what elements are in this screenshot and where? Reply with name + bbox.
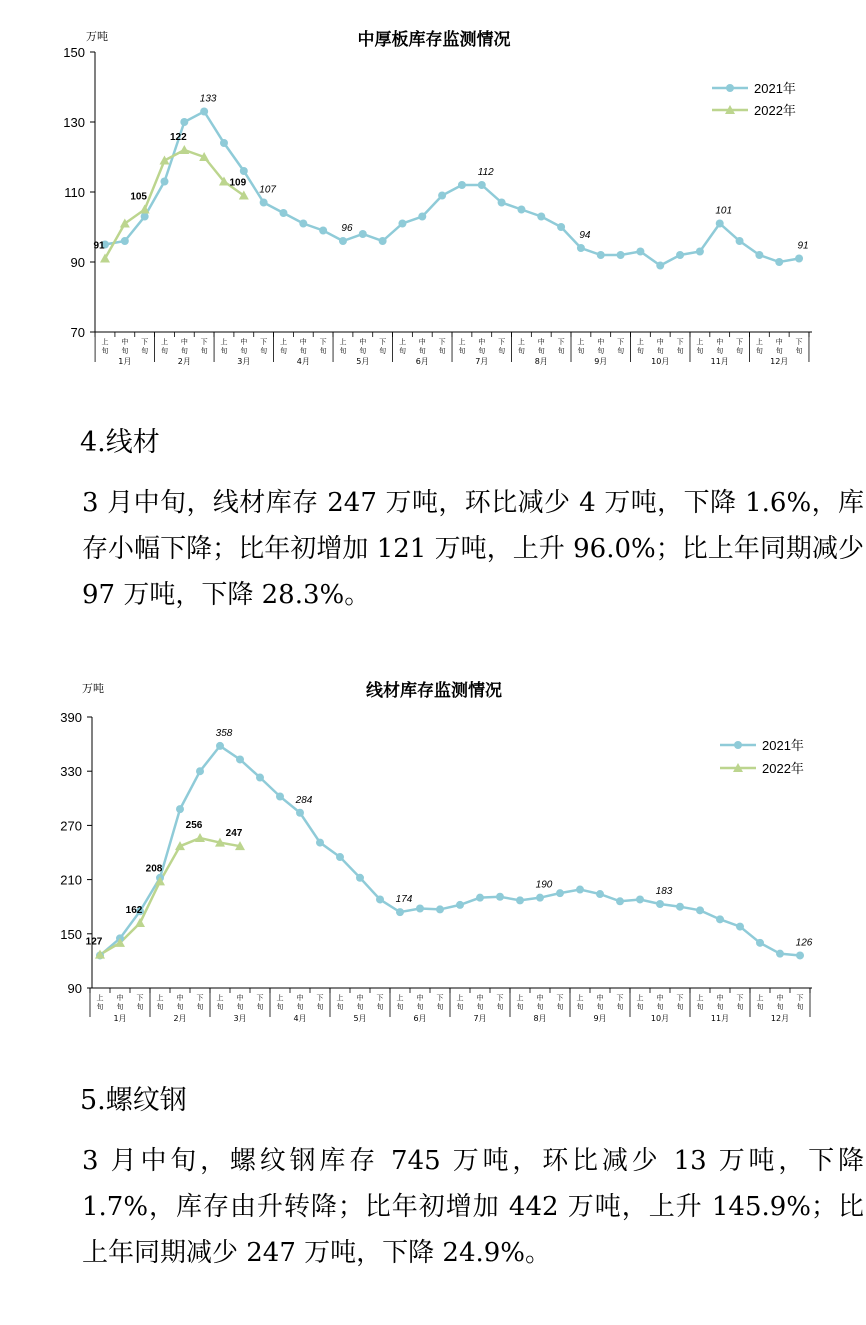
x-tick-label: 旬	[577, 347, 585, 355]
x-tick-label: 中	[716, 994, 724, 1002]
data-point	[359, 230, 367, 238]
data-point	[200, 108, 208, 116]
x-tick-label: 旬	[616, 1003, 624, 1011]
data-point	[458, 181, 466, 189]
x-tick-label: 上	[96, 994, 104, 1002]
x-tick-label: 旬	[396, 1003, 404, 1011]
x-tick-label: 旬	[656, 1003, 664, 1011]
x-tick-label: 中	[296, 994, 304, 1002]
x-tick-label: 下	[616, 994, 624, 1002]
data-point	[557, 223, 565, 231]
data-point	[756, 939, 764, 947]
x-tick-label: 上	[156, 994, 164, 1002]
data-label: 91	[93, 240, 105, 252]
month-label: 7月	[475, 357, 489, 366]
x-tick-label: 中	[121, 338, 129, 346]
x-tick-label: 上	[336, 994, 344, 1002]
x-tick-label: 中	[597, 338, 605, 346]
data-point	[617, 251, 625, 259]
month-label: 3月	[233, 1014, 247, 1023]
x-tick-label: 中	[537, 338, 545, 346]
x-tick-label: 下	[316, 994, 324, 1002]
x-tick-label: 旬	[376, 1003, 384, 1011]
x-tick-label: 旬	[316, 1003, 324, 1011]
y-tick-label: 150	[60, 926, 82, 942]
data-label: 126	[795, 937, 813, 949]
chart-title: 线材库存监测情况	[366, 681, 502, 701]
x-tick-label: 中	[418, 338, 426, 346]
data-point	[676, 903, 684, 911]
chart-wire-rod-inventory-svg	[0, 670, 866, 1040]
section-heading-rebar: 5.螺纹钢	[80, 1085, 187, 1116]
x-tick-label: 上	[279, 338, 287, 346]
x-tick-label: 中	[478, 338, 486, 346]
data-point	[379, 237, 387, 245]
data-point	[398, 220, 406, 228]
x-tick-label: 旬	[796, 1003, 804, 1011]
data-point	[418, 213, 426, 221]
data-point	[636, 248, 644, 256]
month-label: 4月	[296, 357, 310, 366]
x-tick-label: 旬	[436, 1003, 444, 1011]
data-label: 358	[215, 727, 233, 739]
x-tick-label: 旬	[101, 347, 109, 355]
x-tick-label: 中	[536, 994, 544, 1002]
x-tick-label: 上	[396, 994, 404, 1002]
legend	[712, 81, 796, 118]
y-tick-label: 90	[70, 255, 85, 270]
x-tick-label: 旬	[336, 1003, 344, 1011]
x-tick-label: 下	[736, 994, 744, 1002]
x-tick-label: 上	[756, 994, 764, 1002]
x-tick-label: 旬	[260, 347, 268, 355]
x-tick-label: 中	[180, 338, 188, 346]
data-label: 127	[85, 936, 103, 948]
data-point	[795, 255, 803, 263]
data-point	[436, 905, 444, 913]
x-tick-label: 中	[240, 338, 248, 346]
x-tick-label: 旬	[696, 1003, 704, 1011]
x-tick-label: 旬	[776, 1003, 784, 1011]
x-tick-label: 旬	[716, 347, 724, 355]
x-tick-label: 上	[696, 338, 704, 346]
month-label: 7月	[473, 1014, 487, 1023]
data-point	[256, 774, 264, 782]
x-tick-label: 旬	[676, 1003, 684, 1011]
y-tick-label: 270	[60, 818, 82, 834]
x-tick-label: 旬	[216, 1003, 224, 1011]
month-label: 5月	[353, 1014, 367, 1023]
data-point	[656, 262, 664, 270]
x-tick-label: 旬	[156, 1003, 164, 1011]
data-label: 96	[341, 223, 353, 234]
x-tick-label: 上	[276, 994, 284, 1002]
x-tick-label: 旬	[136, 1003, 144, 1011]
x-tick-label: 中	[476, 994, 484, 1002]
x-tick-label: 下	[260, 338, 268, 346]
x-tick-label: 中	[359, 338, 367, 346]
x-tick-label: 旬	[196, 1003, 204, 1011]
x-tick-label: 旬	[160, 347, 168, 355]
data-point	[597, 251, 605, 259]
data-point	[696, 906, 704, 914]
x-tick-label: 中	[596, 994, 604, 1002]
x-tick-label: 中	[656, 338, 664, 346]
data-point	[141, 213, 149, 221]
x-tick-label: 上	[398, 338, 406, 346]
data-label: 162	[125, 904, 143, 916]
section-heading-wire-rod: 4.线材	[80, 427, 160, 458]
data-point	[176, 805, 184, 813]
x-tick-label: 上	[517, 338, 525, 346]
month-label: 1月	[118, 357, 132, 366]
x-tick-label: 上	[216, 994, 224, 1002]
y-tick-label: 90	[67, 981, 82, 996]
x-tick-label: 中	[299, 338, 307, 346]
month-label: 6月	[415, 357, 429, 366]
x-tick-label: 旬	[359, 347, 367, 355]
y-tick-label: 210	[60, 872, 82, 888]
month-label: 1月	[113, 1014, 127, 1023]
month-label: 8月	[534, 357, 548, 366]
month-label: 3月	[237, 357, 251, 366]
x-tick-label: 旬	[795, 347, 803, 355]
month-label: 11月	[710, 1014, 730, 1023]
x-tick-label: 下	[796, 994, 804, 1002]
x-tick-label: 下	[556, 994, 564, 1002]
x-tick-label: 旬	[736, 347, 744, 355]
chart-wire-rod-inventory	[0, 670, 866, 1040]
y-tick-label: 110	[64, 185, 85, 200]
x-tick-label: 旬	[716, 1003, 724, 1011]
x-tick-label: 旬	[256, 1003, 264, 1011]
x-tick-label: 旬	[736, 1003, 744, 1011]
data-point	[180, 118, 188, 126]
legend-marker-2021	[734, 741, 742, 749]
paragraph-text: 3 月中旬，线材库存 247 万吨，环比减少 4 万吨，下降 1.6%，库存小幅下降；比年初增加 121 万吨，上升 96.0%；比上年同期减少 97 万吨，下降 28.3%。	[82, 488, 864, 610]
data-point	[438, 192, 446, 200]
data-point	[796, 951, 804, 959]
x-tick-label: 旬	[180, 347, 188, 355]
data-label: 94	[579, 230, 591, 241]
data-point	[776, 950, 784, 958]
x-tick-label: 上	[339, 338, 347, 346]
x-tick-label: 上	[220, 338, 228, 346]
x-tick-label: 旬	[597, 347, 605, 355]
x-tick-label: 旬	[537, 347, 545, 355]
data-point	[636, 895, 644, 903]
x-tick-label: 上	[576, 994, 584, 1002]
data-point	[517, 206, 525, 214]
data-point	[216, 742, 224, 750]
data-point	[656, 900, 664, 908]
x-tick-label: 下	[196, 994, 204, 1002]
data-point	[376, 895, 384, 903]
x-tick-label: 旬	[617, 347, 625, 355]
x-tick-label: 旬	[339, 347, 347, 355]
data-point	[775, 258, 783, 266]
x-tick-label: 旬	[200, 347, 208, 355]
y-tick-label: 150	[63, 45, 85, 60]
x-tick-label: 下	[136, 994, 144, 1002]
x-tick-label: 下	[736, 338, 744, 346]
x-tick-label: 上	[160, 338, 168, 346]
data-point	[299, 220, 307, 228]
x-tick-label: 下	[436, 994, 444, 1002]
month-label: 9月	[594, 357, 608, 366]
x-tick-label: 下	[200, 338, 208, 346]
data-label: 122	[169, 132, 187, 143]
x-tick-label: 旬	[775, 347, 783, 355]
data-point	[556, 889, 564, 897]
legend-marker-2021	[726, 84, 734, 92]
x-tick-label: 下	[376, 994, 384, 1002]
x-tick-label: 下	[379, 338, 387, 346]
data-point	[478, 181, 486, 189]
x-tick-label: 上	[755, 338, 763, 346]
x-tick-label: 下	[795, 338, 803, 346]
x-tick-label: 旬	[516, 1003, 524, 1011]
x-tick-label: 旬	[116, 1003, 124, 1011]
x-tick-label: 旬	[676, 347, 684, 355]
x-tick-label: 旬	[576, 1003, 584, 1011]
data-point	[195, 833, 205, 842]
x-tick-label: 旬	[438, 347, 446, 355]
data-point	[736, 923, 744, 931]
y-tick-label: 70	[70, 325, 85, 340]
x-tick-label: 旬	[656, 347, 664, 355]
month-label: 9月	[593, 1014, 607, 1023]
data-label: 208	[145, 863, 163, 875]
y-tick-label: 330	[60, 764, 82, 780]
data-point	[498, 199, 506, 207]
x-tick-label: 上	[577, 338, 585, 346]
legend-label-2021: 2021年	[762, 738, 804, 753]
x-tick-label: 上	[458, 338, 466, 346]
x-tick-label: 中	[775, 338, 783, 346]
data-label: 284	[295, 794, 313, 806]
data-point	[596, 890, 604, 898]
x-tick-label: 下	[617, 338, 625, 346]
x-tick-label: 旬	[319, 347, 327, 355]
data-point	[296, 809, 304, 817]
data-point	[396, 908, 404, 916]
month-label: 8月	[533, 1014, 547, 1023]
data-label: 107	[259, 184, 276, 196]
legend-label-2022: 2022年	[762, 761, 804, 776]
y-unit-label: 万吨	[82, 682, 104, 695]
x-tick-label: 旬	[517, 347, 525, 355]
x-tick-label: 旬	[141, 347, 149, 355]
section-paragraph-rebar	[18, 1138, 864, 1276]
chart-title: 中厚板库存监测情况	[357, 30, 511, 50]
data-point	[576, 886, 584, 894]
x-tick-label: 下	[557, 338, 565, 346]
x-tick-label: 中	[176, 994, 184, 1002]
x-tick-label: 下	[256, 994, 264, 1002]
x-tick-label: 旬	[240, 347, 248, 355]
x-tick-label: 旬	[121, 347, 129, 355]
x-tick-label: 旬	[276, 1003, 284, 1011]
chart-plate-inventory	[0, 0, 866, 380]
x-tick-label: 旬	[636, 1003, 644, 1011]
data-point	[496, 893, 504, 901]
legend-label-2022: 2022年	[754, 103, 796, 118]
x-tick-label: 旬	[696, 347, 704, 355]
data-point	[536, 894, 544, 902]
data-point	[356, 874, 364, 882]
data-point	[696, 248, 704, 256]
data-point	[537, 213, 545, 221]
paragraph-text: 3 月中旬，螺纹钢库存 745 万吨，环比减少 13 万吨，下降 1.7%，库存由升转降；比年初增加 442 万吨，上升 145.9%；比上年同期减少 247 万吨，下降 24.9%。	[82, 1146, 864, 1268]
data-label: 190	[535, 879, 553, 891]
y-unit-label: 万吨	[86, 30, 108, 43]
x-tick-label: 旬	[418, 347, 426, 355]
x-tick-label: 旬	[596, 1003, 604, 1011]
x-tick-label: 上	[456, 994, 464, 1002]
x-tick-label: 旬	[236, 1003, 244, 1011]
data-point	[236, 755, 244, 763]
data-point	[616, 897, 624, 905]
x-tick-label: 下	[438, 338, 446, 346]
data-point	[577, 244, 585, 252]
x-tick-label: 旬	[279, 347, 287, 355]
section-paragraph-wire-rod	[18, 480, 864, 618]
data-point	[676, 251, 684, 259]
x-tick-label: 上	[516, 994, 524, 1002]
x-tick-label: 旬	[556, 1003, 564, 1011]
month-label: 10月	[650, 1014, 670, 1023]
x-tick-label: 下	[676, 338, 684, 346]
x-tick-label: 中	[716, 338, 724, 346]
x-tick-label: 旬	[296, 1003, 304, 1011]
series-line-0	[100, 746, 800, 956]
data-label: 109	[229, 177, 247, 189]
x-tick-label: 上	[636, 994, 644, 1002]
x-tick-label: 旬	[398, 347, 406, 355]
x-tick-label: 旬	[557, 347, 565, 355]
x-tick-label: 中	[776, 994, 784, 1002]
data-point	[336, 853, 344, 861]
x-tick-label: 旬	[416, 1003, 424, 1011]
month-label: 4月	[293, 1014, 307, 1023]
month-label: 10月	[651, 357, 670, 366]
x-tick-label: 旬	[756, 1003, 764, 1011]
x-tick-label: 旬	[379, 347, 387, 355]
chart-plate-inventory-svg	[0, 0, 866, 380]
x-tick-label: 旬	[220, 347, 228, 355]
data-label: 91	[797, 240, 809, 252]
x-tick-label: 旬	[356, 1003, 364, 1011]
legend-label-2021: 2021年	[754, 81, 796, 96]
data-point	[196, 767, 204, 775]
x-tick-label: 中	[356, 994, 364, 1002]
data-label: 101	[715, 205, 733, 217]
data-label: 133	[199, 93, 217, 105]
data-point	[160, 178, 168, 186]
legend	[720, 738, 804, 776]
data-point	[516, 896, 524, 904]
x-tick-label: 旬	[536, 1003, 544, 1011]
x-tick-label: 中	[656, 994, 664, 1002]
x-tick-label: 旬	[476, 1003, 484, 1011]
series-line-0	[105, 112, 799, 266]
month-label: 12月	[770, 1014, 790, 1023]
x-tick-label: 下	[676, 994, 684, 1002]
x-tick-label: 旬	[478, 347, 486, 355]
month-label: 2月	[177, 357, 191, 366]
x-tick-label: 下	[496, 994, 504, 1002]
data-point	[316, 839, 324, 847]
data-point	[220, 139, 228, 147]
data-point	[179, 145, 189, 154]
x-tick-label: 旬	[458, 347, 466, 355]
x-tick-label: 下	[498, 338, 506, 346]
data-point	[339, 237, 347, 245]
data-point	[279, 209, 287, 217]
month-label: 5月	[356, 357, 370, 366]
x-tick-label: 中	[236, 994, 244, 1002]
data-point	[319, 227, 327, 235]
data-point	[135, 918, 145, 927]
x-tick-label: 下	[319, 338, 327, 346]
x-tick-label: 旬	[496, 1003, 504, 1011]
data-label: 256	[185, 820, 203, 832]
data-point	[260, 199, 268, 207]
data-label: 105	[130, 191, 148, 203]
data-label: 174	[395, 894, 413, 906]
y-tick-label: 130	[63, 115, 85, 130]
data-point	[240, 167, 248, 175]
y-tick-label: 390	[60, 710, 82, 725]
x-tick-label: 上	[101, 338, 109, 346]
data-label: 183	[655, 885, 673, 897]
x-tick-label: 旬	[636, 347, 644, 355]
x-tick-label: 旬	[176, 1003, 184, 1011]
data-point	[476, 894, 484, 902]
data-point	[276, 792, 284, 800]
x-tick-label: 上	[636, 338, 644, 346]
x-tick-label: 旬	[299, 347, 307, 355]
data-point	[716, 915, 724, 923]
month-label: 6月	[413, 1014, 427, 1023]
data-point	[121, 237, 129, 245]
data-label: 112	[477, 167, 494, 178]
x-tick-label: 中	[416, 994, 424, 1002]
data-point	[716, 220, 724, 228]
x-tick-label: 下	[141, 338, 149, 346]
x-tick-label: 旬	[96, 1003, 104, 1011]
data-point	[416, 905, 424, 913]
x-tick-label: 旬	[498, 347, 506, 355]
data-point	[755, 251, 763, 259]
data-point	[456, 901, 464, 909]
x-tick-label: 上	[696, 994, 704, 1002]
data-point	[736, 237, 744, 245]
x-tick-label: 旬	[456, 1003, 464, 1011]
x-tick-label: 中	[116, 994, 124, 1002]
month-label: 11月	[710, 357, 729, 366]
month-label: 12月	[770, 357, 789, 366]
x-tick-label: 旬	[755, 347, 763, 355]
data-label: 247	[225, 828, 243, 840]
month-label: 2月	[173, 1014, 187, 1023]
